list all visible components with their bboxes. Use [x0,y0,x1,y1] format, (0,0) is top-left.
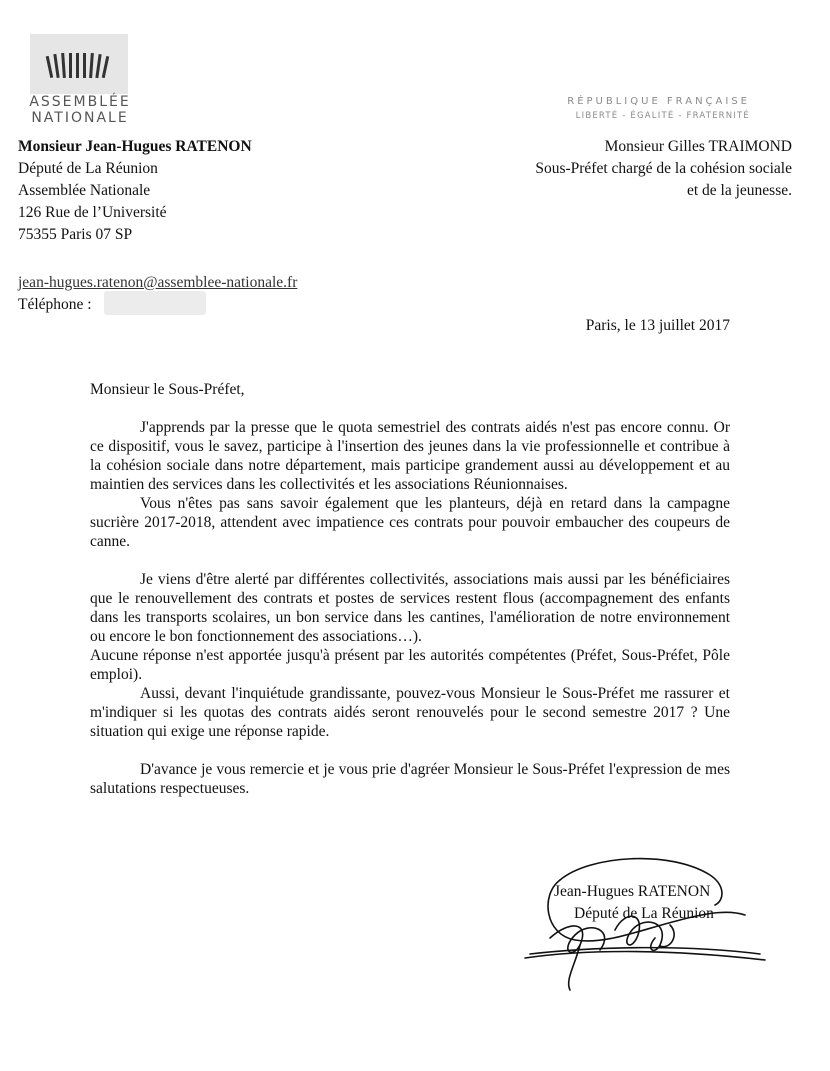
closing-paragraph: D'avance je vous remercie et je vous prie d'agréer Monsieur le Sous-Préfet l'expression de mes salutations respectueuses. [90,761,730,797]
sender-street: 126 Rue de l’Université [18,204,167,221]
sender-email-link[interactable]: jean-hugues.ratenon@assemblee-nationale.fr [18,274,298,291]
sender-city: 75355 Paris 07 SP [18,226,133,243]
recipient-name: Monsieur Gilles TRAIMOND [604,138,792,155]
republic-motto [520,95,750,123]
recipient-role-line-2: et de la jeunesse. [686,182,792,199]
sender-phone-label: Téléphone : [18,296,92,313]
paragraph-4: Aussi, devant l'inquiétude grandissante, pouvez-vous Monsieur le Sous-Préfet me rassurer et m'indiquer si les quotas des contrats aidés seront renouvelés pour le second semestre 2017 ? Une situation qui exige une réponse rapide. [90,685,730,740]
republic-name: RÉPUBLIQUE FRANÇAISE [567,96,750,107]
paragraph-2: Vous n'êtes pas sans savoir également que les planteurs, déjà en retard dans la campagne sucrière 2017-2018, attendent avec impatience ces contrats pour pouvoir embaucher des coupeurs de canne. [90,495,730,550]
signature-block [554,881,714,925]
logo-line-1: ASSEMBLÉE [29,94,131,110]
redacted-phone-number [104,291,206,315]
signatory-title: Député de La Réunion [574,905,714,922]
paragraph-3b: Aucune réponse n'est apportée jusqu'à présent par les autorités compétentes (Préfet, Sous-Préfet, Pôle emploi). [90,647,730,683]
logo-line-2: NATIONALE [31,110,129,126]
letter-body [90,380,730,798]
letter-date: Paris, le 13 juillet 2017 [585,317,730,334]
sender-name: Monsieur Jean-Hugues RATENON [18,138,252,155]
recipient-address-block [535,136,792,202]
republic-motto-text: LIBERTÉ - ÉGALITÉ - FRATERNITÉ [575,111,750,121]
paragraph-3: Je viens d'être alerté par différentes collectivités, associations mais aussi par les bénéficiaires que le renouvellement des contrats et postes de services restent flous (accompagnement des enfants dans les transports scolaires, un bon service dans les cantines, l'amélioration de notre environnement ou encore le bon fonctionnement des associations…). [90,571,730,645]
assemblee-nationale-logo [30,34,128,94]
sender-address-block [18,136,252,246]
hemicycle-icon [30,34,128,94]
logo-wordmark [24,94,136,126]
recipient-role-line-1: Sous-Préfet chargé de la cohésion sociale [535,160,792,177]
sender-institution: Assemblée Nationale [18,182,151,199]
paragraph-1: J'apprends par la presse que le quota semestriel des contrats aidés n'est pas encore connu. Or ce dispositif, vous le savez, participe à l'insertion des jeunes dans la vie professionnelle et contribue à la cohésion sociale dans notre département, mais participe grandement aussi au développement et au maintien des services dans les collectivités et les associations Réunionnaises. [90,419,730,493]
signatory-name: Jean-Hugues RATENON [554,883,711,900]
sender-title: Député de La Réunion [18,160,158,177]
salutation: Monsieur le Sous-Préfet, [90,381,245,398]
